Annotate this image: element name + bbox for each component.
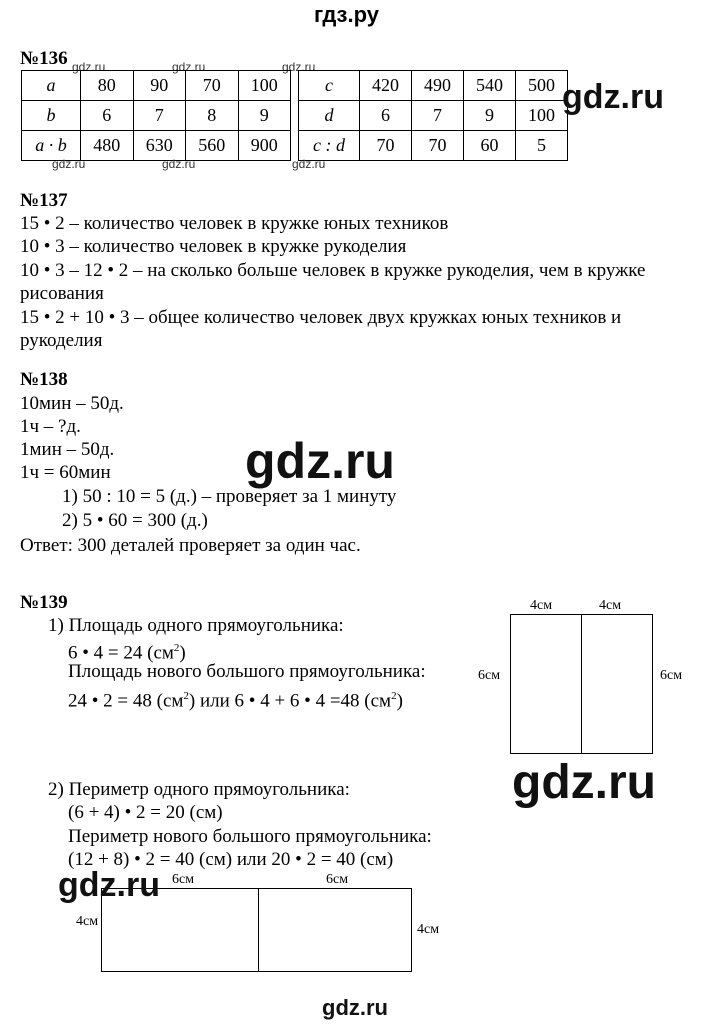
cell: 8 bbox=[186, 101, 239, 131]
watermark-large: gdz.ru bbox=[512, 756, 656, 809]
table-row bbox=[299, 131, 568, 161]
figure-2-label-top-left: 6см bbox=[172, 872, 195, 887]
text-line: 1мин – 50д. bbox=[20, 439, 115, 460]
cell: 60 bbox=[464, 131, 516, 161]
row-label: a bbox=[22, 71, 81, 101]
text-line: 10 • 3 – 12 • 2 – на сколько больше человек в кружке рукоделия, чем в кружке bbox=[20, 260, 646, 281]
cell: 6 bbox=[81, 101, 134, 131]
cell: 9 bbox=[464, 101, 516, 131]
cell: 900 bbox=[238, 131, 291, 161]
text-line: рукоделия bbox=[20, 330, 103, 351]
cell: 560 bbox=[186, 131, 239, 161]
cell: 70 bbox=[360, 131, 412, 161]
cell: 70 bbox=[186, 71, 239, 101]
text-line: (6 + 4) • 2 = 20 (см) bbox=[68, 802, 223, 823]
cell: 9 bbox=[238, 101, 291, 131]
watermark-footer: gdz.ru bbox=[322, 995, 388, 1020]
cell: 5 bbox=[516, 131, 568, 161]
figure-1-divider bbox=[581, 614, 582, 754]
figure-2-label-right: 4см bbox=[417, 922, 440, 937]
cell: 100 bbox=[516, 101, 568, 131]
watermark-large: gdz.ru bbox=[562, 78, 664, 116]
watermark-large: gdz.ru bbox=[58, 866, 160, 904]
text-line: рисования bbox=[20, 283, 104, 304]
table-row bbox=[299, 101, 568, 131]
figure-1-label-top-right: 4см bbox=[599, 598, 622, 613]
cell: 490 bbox=[412, 71, 464, 101]
cell: 6 bbox=[360, 101, 412, 131]
answer-line: Ответ: 300 деталей проверяет за один час. bbox=[20, 535, 361, 556]
cell: 630 bbox=[133, 131, 186, 161]
task-137-title: №137 bbox=[20, 190, 68, 211]
text-line: (12 + 8) • 2 = 40 (см) или 20 • 2 = 40 (см) bbox=[68, 849, 394, 870]
formula-text: ) или 6 • 4 + 6 • 4 =48 (см bbox=[188, 690, 392, 712]
text-line: 15 • 2 + 10 • 3 – общее количество человек двух кружках юных техников и bbox=[20, 307, 622, 328]
watermark-small: gdz.ru bbox=[282, 60, 316, 74]
cell: 80 bbox=[81, 71, 134, 101]
watermark-small: gdz.ru bbox=[72, 60, 106, 74]
formula-line bbox=[68, 684, 403, 713]
figure-2-label-left: 4см bbox=[76, 914, 99, 929]
cell: 480 bbox=[81, 131, 134, 161]
cell: 70 bbox=[412, 131, 464, 161]
table-row bbox=[22, 71, 291, 101]
table-row bbox=[22, 101, 291, 131]
table-row bbox=[299, 71, 568, 101]
row-label: c : d bbox=[299, 131, 360, 161]
figure-2-divider bbox=[258, 888, 259, 972]
cell: 90 bbox=[133, 71, 186, 101]
row-label: d bbox=[299, 101, 360, 131]
formula-close: ) bbox=[396, 690, 403, 712]
cell: 540 bbox=[464, 71, 516, 101]
row-label: c bbox=[299, 71, 360, 101]
cell: 100 bbox=[238, 71, 291, 101]
task-138-title: №138 bbox=[20, 369, 68, 390]
watermark-small: gdz.ru bbox=[162, 157, 196, 171]
figure-1-label-right: 6см bbox=[660, 668, 683, 683]
watermark-large: gdz.ru bbox=[245, 433, 395, 489]
cell: 420 bbox=[360, 71, 412, 101]
superscript: 2 bbox=[183, 690, 189, 702]
watermark-small: gdz.ru bbox=[172, 60, 206, 74]
row-label: a · b bbox=[22, 131, 81, 161]
superscript: 2 bbox=[391, 690, 397, 702]
formula-text: 6 • 4 = 24 (см bbox=[68, 642, 174, 664]
text-line: 1ч = 60мин bbox=[20, 462, 111, 483]
text-line: 1ч – ?д. bbox=[20, 416, 81, 437]
watermark-small: gdz.ru bbox=[292, 157, 326, 171]
formula-close: ) bbox=[179, 642, 186, 664]
text-line: Площадь нового большого прямоугольника: bbox=[68, 661, 426, 682]
text-line: 15 • 2 – количество человек в кружке юных техников bbox=[20, 213, 449, 234]
cell: 7 bbox=[412, 101, 464, 131]
table-left bbox=[21, 70, 291, 161]
table-row bbox=[22, 131, 291, 161]
superscript: 2 bbox=[173, 642, 180, 654]
figure-1-label-top-left: 4см bbox=[530, 598, 553, 613]
site-header: гдз.ру bbox=[314, 2, 379, 27]
cell: 500 bbox=[516, 71, 568, 101]
task-136-title: №136 bbox=[20, 48, 68, 69]
step-line: 1) 50 : 10 = 5 (д.) – проверяет за 1 минуту bbox=[62, 486, 397, 507]
figure-1-label-left: 6см bbox=[478, 668, 501, 683]
cell: 7 bbox=[133, 101, 186, 131]
figure-2-label-top-right: 6см bbox=[326, 872, 349, 887]
formula-text: 24 • 2 = 48 (см bbox=[68, 690, 184, 712]
task-139-title: №139 bbox=[20, 592, 68, 613]
text-line: Периметр нового большого прямоугольника: bbox=[68, 826, 432, 847]
row-label: b bbox=[22, 101, 81, 131]
text-line: 10 • 3 – количество человек в кружке рукоделия bbox=[20, 236, 407, 257]
text-line: 1) Площадь одного прямоугольника: bbox=[48, 615, 344, 636]
text-line: 10мин – 50д. bbox=[20, 393, 124, 414]
table-right bbox=[298, 70, 568, 161]
step-line: 2) 5 • 60 = 300 (д.) bbox=[62, 510, 208, 531]
watermark-small: gdz.ru bbox=[52, 157, 86, 171]
text-line: 2) Периметр одного прямоугольника: bbox=[48, 779, 350, 800]
